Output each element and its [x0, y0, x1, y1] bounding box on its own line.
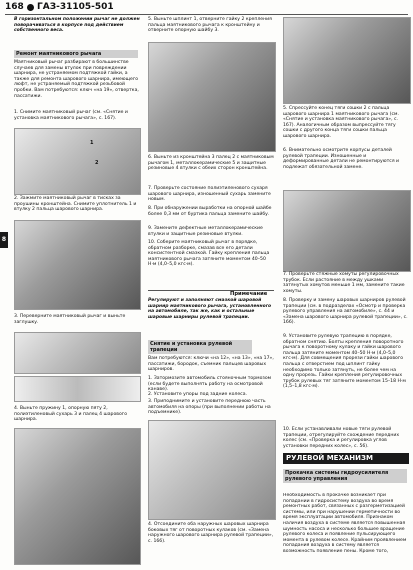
- middle-step-9: 9. Замените дефектные металлокерамические втулки и защитные резиновые втулки.: [148, 226, 263, 237]
- page-header-title: ГАЗ-31105-501: [37, 2, 114, 12]
- left-step-1: 1. Снимите маятниковый рычаг (см. «Снятие и установка маятникового рычага», с. 167).: [14, 110, 128, 121]
- left-intro-text: Маятниковый рычаг разбирают в большинстве случаев для замены втулок при повреждении шарнира, не устраняемом подтяжкой гайки, а также для ремонта шарового шарнира, имеющего люфт, не устраняемый подтяжкой резьбовой пробки. Вам потребуются: ключ «на 19», отвертка, пассатижи.: [14, 60, 139, 99]
- right-step-7: 7. Проверьте стяжные хомуты регулировочных трубок. Если растояние в между ушками затянутых хомутов меньше 1 мм, замените такие хомуты.: [283, 272, 405, 294]
- photo-steering-linkage-top: [283, 17, 411, 104]
- chapter-side-tab-number: 8: [1, 236, 7, 243]
- left-step-4: 4. Выньте пружину 1, опорную пяту 2, полиэтиленовый сухарь 3 и палец 4 шарового шарнира.: [14, 406, 128, 423]
- photo-lever-flipped: [14, 332, 141, 374]
- photo-pendulum-lever-removal: [14, 128, 141, 195]
- middle-step-10: 10. Соберите маятниковый рычаг в порядке, обратном разборке, смазав все его детали консистентной смазкой. Гайку крепления пальца маятникового рычага затяните моментом 40–50 Н·м (4,0–5,0 кгс·м).: [148, 240, 270, 268]
- chapter-side-tab: [0, 232, 8, 248]
- remark-text: Регулируют и заполняют смазкой шаровой шарнир маятникового рычага, установленного на автомобиле, так же, как и остальные шаровые шарниры рулевой трапеции.: [148, 298, 272, 320]
- middle-step-8: 8. При обнаружении выработки на опорной шайбе более 0,3 мм от буртика пальца замените шайбу.: [148, 206, 272, 217]
- left-note: В горизонтальном положении рычаг не должен поворачиваться в корпусе под действием собственного веса.: [14, 17, 140, 33]
- right-step-8: 8. Проверку и замену шаровых шарниров рулевой трапеции (см. в подразделах «Осмотр и проверка рулевого управления на автомобиле», с. 44 и «Замена шарового шарнира рулевой трапеции», с. 166).: [283, 298, 408, 326]
- middle-tools-text: Вам потребуются: ключи «на 12», «на 13», «на 17», пассатижи, бородок, съемник пальцев шаровых шарниров.: [148, 356, 274, 373]
- section-title-steering-linkage: Снятие и установка рулевой трапеции: [148, 340, 252, 354]
- left-step-3: 3. Переверните маятниковый рычаг и выньте заглушку.: [14, 314, 126, 325]
- photo-lever-in-vise: [14, 220, 141, 310]
- fig-label-2: 2: [95, 160, 99, 166]
- section-title-power-steering-bleeding: Прокачка системы гидроусилителя рулевого управления: [283, 469, 407, 483]
- chapter-title-steering-gear: РУЛЕВОЙ МЕХАНИЗМ: [283, 453, 409, 464]
- photo-ball-joint-detached: [148, 420, 276, 520]
- left-step-2: 2. Зажмите маятниковый рычаг в тисках за проушины кронштейна. Снимите уплотнитель 1 и втулку 2 пальца шарового шарнира.: [14, 196, 137, 213]
- photo-ball-joint-parts: [14, 376, 141, 402]
- photo-spring-and-pin: [14, 428, 141, 565]
- right-step-6: 6. Внимательно осмотрите корпусы деталей рулевой трапеции. Изношенные и деформированные детали не ремонтируются и подлежат обязательной замене.: [283, 148, 400, 170]
- right-step-9: 9. Установите рулевую трапецию в порядке, обратном снятию. Болты крепления поворотного рычага к поворотному кулаку и гайки шарового пальца затяните моментом 40–50 Н·м (4,0–5,0 кгс·м). Для совмещения прорези гайки шарового пальца с отверстием под шплинт гайку необходимо только затянуть, не более чем на одну прорезь. Гайки крепления регулировочных трубок рулевых тяг затяните моментом 15–18 Н·м (1,5–1,8 кгс·м).: [283, 334, 406, 390]
- middle-text-d: 3. Приподнимите и установите переднюю часть автомобиля на опоры (при выполнении работы на подъемнике).: [148, 399, 271, 416]
- page-number: 168: [5, 2, 24, 12]
- section-title-repair-pendulum-lever: Ремонт маятникового рычага: [14, 50, 138, 58]
- fig-label-1: 1: [90, 140, 94, 146]
- header-rule: [5, 14, 408, 15]
- header-bullet-icon: [27, 4, 34, 11]
- middle-step-6: 6. Выньте из кронштейна 3 палец 2 с маятниковым рычагом 1, металлокерамические 5 и защитные резиновые 4 втулки с обеих сторон кронштейна.: [148, 155, 274, 172]
- middle-step-7: 7. Проверьте состояние полиэтиленового сухаря шарового шарнира, изношенный сухарь замените новым.: [148, 186, 271, 203]
- remark-title: Примечание: [230, 291, 268, 297]
- middle-step-4b: 4. Отсоедините оба наружных шаровых шарнира боковых тяг от поворотных кулаков (см. «Замена наружного шарового шарнира рулевой трапеции», с. 166).: [148, 522, 274, 544]
- right-step-5: 5. Спрессуйте конец тяги сошки 2 с пальца шарового шарнира 1 маятникового рычага (см. «Снятие и установка маятникового рычага», с. 167). Аналогичным образом выпрессуйте тягу сошки с другого конца тяги сошки пальца шарового шарнира.: [283, 106, 399, 139]
- photo-clamps: [283, 190, 411, 272]
- photo-cotter-pin-removal: [148, 42, 276, 152]
- middle-text-b: 1. Затормозите автомобиль стояночным тормозом (если будете выполнять работу на осмотровой канаве).: [148, 376, 272, 393]
- middle-text-c: 2. Установите упоры под задние колеса.: [148, 392, 247, 397]
- right-bleeding-text: Необходимость в прокачке возникает при попадании в гидросистему воздуха во время ремонтных работ, связанных с разгерметизацией системы, или при нарушении герметичности во время эксплуатации автомобиля. Признаком наличия воздуха в системе является повышенная шумность насоса и несколько большее вращение рулевого колеса и появление пульсирующего момента в рулевом колесе. Крайним проявлением попадания воздуха в систему является возможность появление пены. Кроме того,: [283, 493, 407, 554]
- right-step-10: 10. Если устанавливали новые тяги рулевой трапеции, отрегулируйте схождение передних колес (см. «Проверка и регулировка углов установки передних колес», с. 56).: [283, 427, 400, 449]
- middle-step-5: 5. Выньте шплинт 1, отверните гайку 2 крепления пальца маятникового рычага к кронштейну и отверните опорную шайбу 3.: [148, 17, 272, 34]
